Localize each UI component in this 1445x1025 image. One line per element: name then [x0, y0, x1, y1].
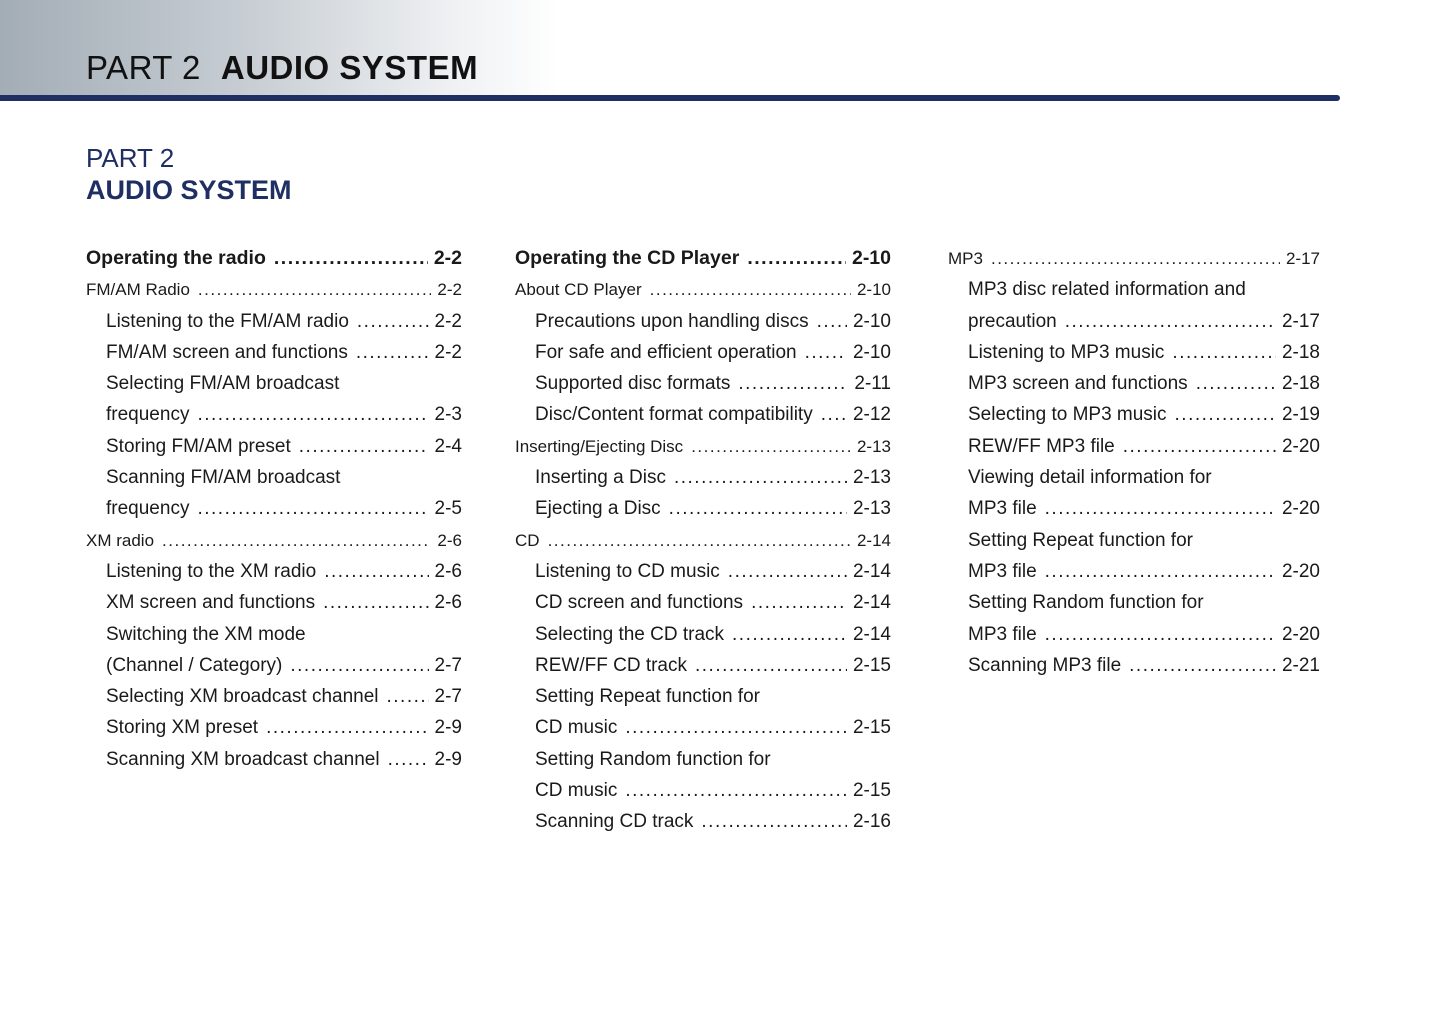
header-divider	[0, 95, 1340, 101]
toc-topic-entry[interactable]	[515, 431, 891, 462]
toc-page-number: 2-18	[1281, 341, 1320, 363]
toc-page-number: 2-20	[1281, 560, 1320, 582]
toc-entry-label: Setting Repeat function for	[535, 686, 760, 708]
toc-topic-entry[interactable]	[515, 274, 891, 305]
toc-entry-label: Selecting the CD track	[535, 623, 725, 645]
toc-subtopic-entry[interactable]	[515, 462, 891, 493]
toc-subtopic-entry[interactable]	[948, 337, 1320, 368]
toc-dot-leader	[197, 399, 428, 430]
toc-page-number: 2-6	[434, 560, 462, 582]
toc-page-number: 2-15	[852, 780, 891, 802]
toc-page-number: 2-11	[854, 373, 891, 395]
toc-subtopic-entry[interactable]	[86, 431, 462, 462]
toc-dot-leader	[674, 462, 847, 493]
header-title-label: AUDIO SYSTEM	[220, 49, 479, 86]
section-part-label: PART 2	[86, 143, 175, 173]
toc-dot-leader	[1129, 650, 1276, 681]
toc-entry-label: Scanning FM/AM broadcast	[106, 467, 341, 489]
toc-page-number: 2-12	[852, 404, 891, 426]
section-title-label: AUDIO SYSTEM	[86, 175, 292, 205]
toc-subtopic-entry[interactable]	[515, 712, 891, 743]
toc-page-number: 2-20	[1281, 435, 1320, 457]
toc-page-number: 2-7	[434, 686, 462, 708]
toc-page-number: 2-2	[434, 341, 462, 363]
toc-entry-label: Disc/Content format compatibility	[535, 404, 813, 426]
toc-page-number: 2-3	[434, 404, 462, 426]
toc-entry-label: precaution	[968, 310, 1057, 332]
toc-subtopic-entry[interactable]	[948, 525, 1320, 556]
toc-entry-label: FM/AM screen and functions	[106, 341, 348, 363]
toc-subtopic-entry[interactable]	[948, 619, 1320, 650]
toc-dot-leader	[290, 650, 428, 681]
toc-dot-leader	[1123, 431, 1276, 462]
toc-page-number: 2-7	[434, 654, 462, 676]
toc-subtopic-entry[interactable]	[515, 587, 891, 618]
toc-entry-label: (Channel / Category)	[106, 654, 283, 676]
toc-dot-leader	[324, 556, 428, 587]
toc-entry-label: CD	[515, 530, 540, 550]
toc-page-number: 2-9	[434, 748, 462, 770]
toc-subtopic-entry[interactable]	[515, 681, 891, 712]
toc-page-number: 2-6	[437, 530, 462, 550]
header-part-label: PART 2	[86, 49, 201, 86]
toc-page-number: 2-13	[852, 467, 891, 489]
toc-dot-leader	[274, 243, 428, 274]
toc-entry-label: Scanning XM broadcast channel	[106, 748, 380, 770]
toc-entry-label: CD music	[535, 780, 618, 802]
toc-dot-leader	[1196, 368, 1276, 399]
toc-column-1	[86, 243, 462, 775]
toc-page-number: 2-17	[1281, 310, 1320, 332]
toc-page-number: 2-15	[852, 654, 891, 676]
toc-dot-leader	[1172, 337, 1276, 368]
toc-column-2	[515, 243, 891, 838]
toc-subtopic-entry[interactable]	[86, 744, 462, 775]
toc-entry-label: Switching the XM mode	[106, 623, 306, 645]
toc-subtopic-entry[interactable]	[86, 399, 462, 430]
toc-dot-leader	[751, 587, 847, 618]
toc-subtopic-entry[interactable]	[515, 368, 891, 399]
toc-entry-label: Precautions upon handling discs	[535, 310, 809, 332]
toc-page-number: 2-2	[434, 310, 462, 332]
toc-entry-label: Setting Random function for	[968, 592, 1204, 614]
toc-dot-leader	[691, 431, 851, 462]
toc-entry-label: Setting Repeat function for	[968, 529, 1193, 551]
toc-subtopic-entry[interactable]	[948, 368, 1320, 399]
toc-entry-label: XM screen and functions	[106, 592, 316, 614]
toc-dot-leader	[162, 525, 431, 556]
toc-subtopic-entry[interactable]	[86, 306, 462, 337]
toc-dot-leader	[198, 274, 432, 305]
toc-page-number: 2-13	[856, 436, 891, 456]
toc-page-number: 2-21	[1281, 654, 1320, 676]
toc-entry-label: MP3	[948, 249, 983, 268]
toc-entry-label: Setting Random function for	[535, 748, 771, 770]
toc-page-number: 2-16	[852, 811, 891, 833]
toc-subtopic-entry[interactable]	[86, 587, 462, 618]
toc-subtopic-entry[interactable]	[86, 462, 462, 493]
toc-subtopic-entry[interactable]	[86, 337, 462, 368]
section-heading	[86, 142, 292, 206]
toc-entry-label: Selecting to MP3 music	[968, 404, 1167, 426]
toc-subtopic-entry[interactable]	[86, 368, 462, 399]
toc-entry-label: Listening to the FM/AM radio	[106, 310, 349, 332]
toc-entry-label: CD screen and functions	[535, 592, 744, 614]
toc-subtopic-entry[interactable]	[948, 399, 1320, 430]
toc-entry-label: Inserting a Disc	[535, 467, 666, 489]
toc-entry-label: CD music	[535, 717, 618, 739]
toc-entry-label: Selecting FM/AM broadcast	[106, 373, 340, 395]
toc-dot-leader	[1045, 493, 1276, 524]
toc-dot-leader	[357, 306, 429, 337]
toc-dot-leader	[991, 243, 1280, 274]
toc-subtopic-entry[interactable]	[86, 493, 462, 524]
toc-dot-leader	[299, 431, 429, 462]
toc-page-number: 2-10	[856, 280, 891, 300]
toc-page-number: 2-18	[1281, 373, 1320, 395]
toc-dot-leader	[356, 337, 429, 368]
toc-entry-label: About CD Player	[515, 280, 642, 300]
toc-entry-label: Operating the CD Player	[515, 247, 740, 269]
toc-page-number: 2-14	[856, 530, 891, 550]
toc-entry-label: Inserting/Ejecting Disc	[515, 436, 684, 456]
toc-subtopic-entry[interactable]	[86, 681, 462, 712]
toc-dot-leader	[805, 337, 847, 368]
toc-dot-leader	[669, 493, 847, 524]
toc-topic-entry[interactable]	[86, 525, 462, 556]
toc-page-number: 2-15	[852, 717, 891, 739]
toc-entry-label: frequency	[106, 498, 190, 520]
toc-entry-label: Supported disc formats	[535, 373, 731, 395]
toc-dot-leader	[1175, 399, 1276, 430]
toc-entry-label: frequency	[106, 404, 190, 426]
toc-entry-label: Viewing detail information for	[968, 467, 1212, 489]
page-header-title	[86, 49, 478, 87]
toc-dot-leader	[387, 681, 429, 712]
toc-subtopic-entry[interactable]	[948, 431, 1320, 462]
toc-subtopic-entry[interactable]	[515, 337, 891, 368]
toc-column-3	[948, 243, 1320, 681]
toc-entry-label: Listening to the XM radio	[106, 560, 317, 582]
toc-dot-leader	[650, 274, 851, 305]
toc-subtopic-entry[interactable]	[86, 556, 462, 587]
toc-page-number: 2-9	[434, 717, 462, 739]
toc-entry-label: Ejecting a Disc	[535, 498, 661, 520]
toc-section-entry[interactable]	[86, 243, 462, 274]
toc-dot-leader	[197, 493, 428, 524]
toc-entry-label: MP3 file	[968, 623, 1037, 645]
toc-dot-leader	[728, 556, 847, 587]
toc-subtopic-entry[interactable]	[515, 306, 891, 337]
toc-dot-leader	[625, 712, 847, 743]
toc-subtopic-entry[interactable]	[948, 493, 1320, 524]
toc-entry-label: Storing FM/AM preset	[106, 435, 291, 457]
toc-page-number: 2-6	[434, 592, 462, 614]
toc-subtopic-entry[interactable]	[86, 619, 462, 650]
toc-entry-label: REW/FF CD track	[535, 654, 687, 676]
toc-page-number: 2-13	[852, 498, 891, 520]
toc-subtopic-entry[interactable]	[515, 399, 891, 430]
toc-entry-label: Scanning CD track	[535, 811, 694, 833]
toc-subtopic-entry[interactable]	[515, 650, 891, 681]
toc-topic-entry[interactable]	[86, 274, 462, 305]
toc-subtopic-entry[interactable]	[948, 650, 1320, 681]
toc-entry-label: Operating the radio	[86, 247, 266, 269]
toc-page-number: 2-10	[852, 310, 891, 332]
toc-dot-leader	[738, 368, 848, 399]
toc-page-number: 2-14	[852, 560, 891, 582]
toc-subtopic-entry[interactable]	[515, 775, 891, 806]
toc-entry-label: Storing XM preset	[106, 717, 259, 739]
toc-dot-leader	[732, 619, 847, 650]
toc-dot-leader	[695, 650, 847, 681]
toc-dot-leader	[625, 775, 847, 806]
toc-subtopic-entry[interactable]	[948, 462, 1320, 493]
toc-entry-label: Scanning MP3 file	[968, 654, 1122, 676]
toc-page-number: 2-19	[1281, 404, 1320, 426]
toc-dot-leader	[1045, 619, 1276, 650]
toc-page-number: 2-14	[852, 623, 891, 645]
toc-dot-leader	[1065, 306, 1276, 337]
toc-dot-leader	[1045, 556, 1276, 587]
toc-entry-label: FM/AM Radio	[86, 280, 190, 300]
toc-topic-entry[interactable]	[948, 243, 1320, 274]
toc-subtopic-entry[interactable]	[515, 744, 891, 775]
toc-dot-leader	[548, 525, 851, 556]
toc-dot-leader	[701, 806, 847, 837]
toc-entry-label: MP3 disc related information and	[968, 279, 1246, 301]
toc-dot-leader	[266, 712, 428, 743]
toc-dot-leader	[323, 587, 428, 618]
toc-entry-label: REW/FF MP3 file	[968, 435, 1115, 457]
toc-entry-label: Selecting XM broadcast channel	[106, 686, 379, 708]
toc-page-number: 2-5	[434, 498, 462, 520]
toc-page-number: 2-20	[1281, 623, 1320, 645]
toc-page-number: 2-10	[852, 341, 891, 363]
toc-page-number: 2-14	[852, 592, 891, 614]
toc-page-number: 2-17	[1285, 249, 1320, 268]
toc-dot-leader	[817, 306, 847, 337]
toc-subtopic-entry[interactable]	[515, 806, 891, 837]
toc-subtopic-entry[interactable]	[515, 556, 891, 587]
toc-subtopic-entry[interactable]	[515, 493, 891, 524]
toc-subtopic-entry[interactable]	[948, 587, 1320, 618]
toc-entry-label: MP3 file	[968, 560, 1037, 582]
toc-page-number: 2-2	[437, 280, 462, 300]
toc-subtopic-entry[interactable]	[86, 650, 462, 681]
toc-entry-label: XM radio	[86, 530, 155, 550]
toc-entry-label: Listening to CD music	[535, 560, 720, 582]
toc-subtopic-entry[interactable]	[948, 274, 1320, 305]
toc-subtopic-entry[interactable]	[948, 556, 1320, 587]
toc-subtopic-entry[interactable]	[515, 619, 891, 650]
toc-page-number: 2-20	[1281, 498, 1320, 520]
toc-dot-leader	[747, 243, 846, 274]
toc-entry-label: For safe and efficient operation	[535, 341, 797, 363]
toc-dot-leader	[821, 399, 847, 430]
toc-entry-label: Listening to MP3 music	[968, 341, 1165, 363]
toc-page-number: 2-2	[433, 247, 462, 269]
toc-page-number: 2-10	[851, 247, 891, 269]
toc-subtopic-entry[interactable]	[948, 306, 1320, 337]
toc-subtopic-entry[interactable]	[86, 712, 462, 743]
toc-topic-entry[interactable]	[515, 525, 891, 556]
toc-section-entry[interactable]	[515, 243, 891, 274]
toc-entry-label: MP3 file	[968, 498, 1037, 520]
toc-entry-label: MP3 screen and functions	[968, 373, 1188, 395]
toc-page-number: 2-4	[434, 435, 462, 457]
toc-dot-leader	[388, 744, 429, 775]
